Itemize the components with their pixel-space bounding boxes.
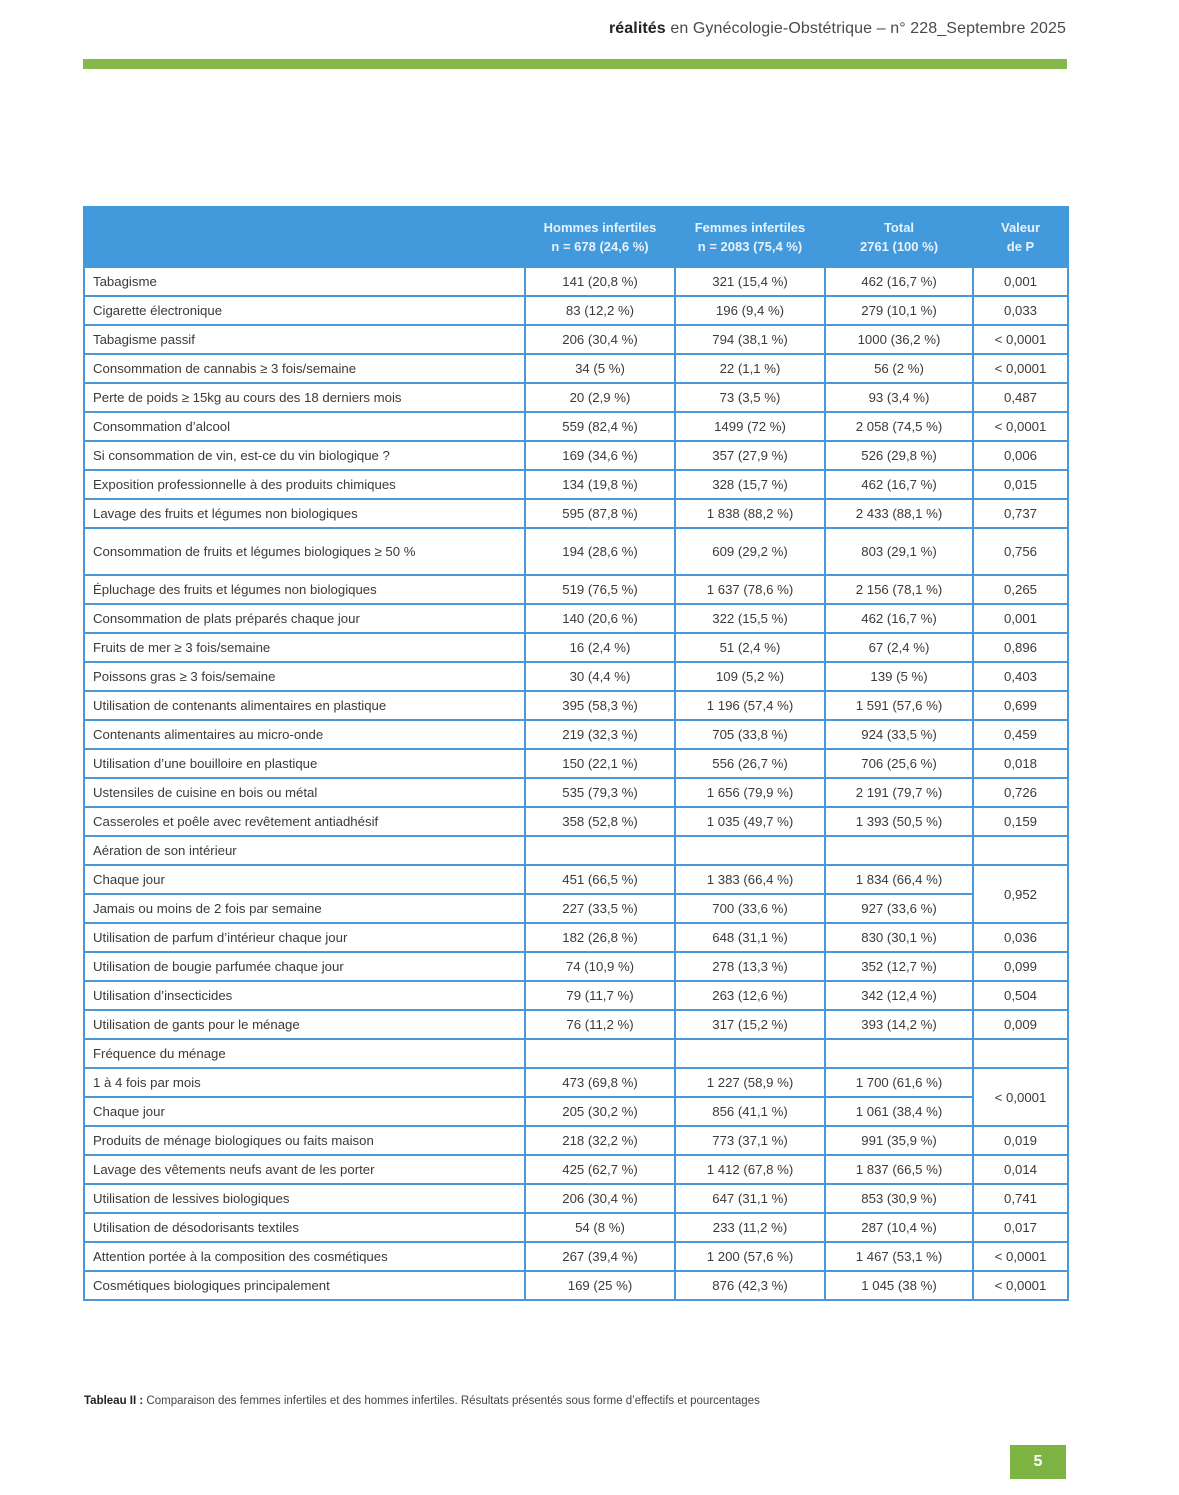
cell-femmes: 773 (37,1 %): [675, 1126, 825, 1155]
cell-p-value: 0,265: [973, 575, 1068, 604]
cell-p-value: 0,737: [973, 499, 1068, 528]
table-row: [84, 1242, 1068, 1271]
table-row: [84, 1271, 1068, 1300]
cell-p-value: 0,741: [973, 1184, 1068, 1213]
cell-total: 462 (16,7 %): [825, 470, 973, 499]
cell-femmes: 609 (29,2 %): [675, 528, 825, 575]
row-label: Consommation d’alcool: [84, 412, 525, 441]
row-label: Fréquence du ménage: [84, 1039, 525, 1068]
cell-femmes: 233 (11,2 %): [675, 1213, 825, 1242]
cell-femmes: 1 637 (78,6 %): [675, 575, 825, 604]
row-label: Si consommation de vin, est-ce du vin biologique ?: [84, 441, 525, 470]
cell-p-value: 0,726: [973, 778, 1068, 807]
cell-hommes: 206 (30,4 %): [525, 1184, 675, 1213]
table-row: [84, 412, 1068, 441]
cell-hommes: 535 (79,3 %): [525, 778, 675, 807]
cell-femmes: [675, 1039, 825, 1068]
cell-total: 56 (2 %): [825, 354, 973, 383]
cell-p-value: 0,014: [973, 1155, 1068, 1184]
cell-hommes: 205 (30,2 %): [525, 1097, 675, 1126]
cell-total: 2 191 (79,7 %): [825, 778, 973, 807]
row-label: Perte de poids ≥ 15kg au cours des 18 derniers mois: [84, 383, 525, 412]
cell-femmes: 705 (33,8 %): [675, 720, 825, 749]
cell-total: 2 156 (78,1 %): [825, 575, 973, 604]
journal-header: [609, 20, 1066, 38]
cell-femmes: [675, 836, 825, 865]
cell-hommes: 150 (22,1 %): [525, 749, 675, 778]
table-row: [84, 691, 1068, 720]
cell-p-value: 0,504: [973, 981, 1068, 1010]
cell-femmes: 263 (12,6 %): [675, 981, 825, 1010]
row-label: Exposition professionnelle à des produits chimiques: [84, 470, 525, 499]
cell-p-value: 0,017: [973, 1213, 1068, 1242]
table-row: [84, 441, 1068, 470]
cell-total: 287 (10,4 %): [825, 1213, 973, 1242]
cell-hommes: 74 (10,9 %): [525, 952, 675, 981]
cell-femmes: 856 (41,1 %): [675, 1097, 825, 1126]
row-label: Attention portée à la composition des cosmétiques: [84, 1242, 525, 1271]
row-label: Utilisation d’insecticides: [84, 981, 525, 1010]
cell-total: 279 (10,1 %): [825, 296, 973, 325]
journal-issue: en Gynécologie-Obstétrique – n° 228_Septembre 2025: [670, 20, 1066, 37]
row-label: Utilisation de désodorisants textiles: [84, 1213, 525, 1242]
table-row: [84, 1068, 1068, 1097]
cell-p-value: 0,036: [973, 923, 1068, 952]
cell-femmes: 647 (31,1 %): [675, 1184, 825, 1213]
table-row: [84, 778, 1068, 807]
row-label: Lavage des fruits et légumes non biologiques: [84, 499, 525, 528]
cell-total: 393 (14,2 %): [825, 1010, 973, 1039]
table-header-row: [84, 207, 1068, 267]
cell-femmes: 556 (26,7 %): [675, 749, 825, 778]
table-row: [84, 720, 1068, 749]
row-label: Jamais ou moins de 2 fois par semaine: [84, 894, 525, 923]
cell-hommes: 20 (2,9 %): [525, 383, 675, 412]
table-row: [84, 1097, 1068, 1126]
cell-hommes: 169 (34,6 %): [525, 441, 675, 470]
table-row: [84, 354, 1068, 383]
table-row: [84, 1155, 1068, 1184]
cell-femmes: 794 (38,1 %): [675, 325, 825, 354]
cell-total: 1 393 (50,5 %): [825, 807, 973, 836]
cell-hommes: 473 (69,8 %): [525, 1068, 675, 1097]
cell-total: 342 (12,4 %): [825, 981, 973, 1010]
cell-hommes: 76 (11,2 %): [525, 1010, 675, 1039]
cell-p-value: < 0,0001: [973, 325, 1068, 354]
cell-p-value: 0,018: [973, 749, 1068, 778]
table-row: [84, 1213, 1068, 1242]
row-label: Fruits de mer ≥ 3 fois/semaine: [84, 633, 525, 662]
cell-femmes: 1 656 (79,9 %): [675, 778, 825, 807]
cell-total: 462 (16,7 %): [825, 267, 973, 296]
cell-femmes: 321 (15,4 %): [675, 267, 825, 296]
table-row: [84, 1039, 1068, 1068]
cell-total: 93 (3,4 %): [825, 383, 973, 412]
row-label: Tabagisme: [84, 267, 525, 296]
cell-femmes: 876 (42,3 %): [675, 1271, 825, 1300]
cell-total: 830 (30,1 %): [825, 923, 973, 952]
cell-total: 803 (29,1 %): [825, 528, 973, 575]
row-label: Cigarette électronique: [84, 296, 525, 325]
row-label: 1 à 4 fois par mois: [84, 1068, 525, 1097]
comparison-table: [83, 206, 1069, 1301]
cell-femmes: 1 200 (57,6 %): [675, 1242, 825, 1271]
cell-total: 1 061 (38,4 %): [825, 1097, 973, 1126]
cell-femmes: 648 (31,1 %): [675, 923, 825, 952]
cell-femmes: 196 (9,4 %): [675, 296, 825, 325]
caption-text: Comparaison des femmes infertiles et des hommes infertiles. Résultats présentés sous forme d’effectifs et pourcentages: [143, 1395, 760, 1407]
cell-total: 462 (16,7 %): [825, 604, 973, 633]
cell-p-value: 0,487: [973, 383, 1068, 412]
cell-p-value: 0,033: [973, 296, 1068, 325]
cell-p-value: < 0,0001: [973, 412, 1068, 441]
cell-hommes: 83 (12,2 %): [525, 296, 675, 325]
table-row: [84, 981, 1068, 1010]
header-cell-femmes: Femmes infertiles n = 2083 (75,4 %): [675, 207, 825, 267]
cell-total: 1 837 (66,5 %): [825, 1155, 973, 1184]
cell-femmes: 322 (15,5 %): [675, 604, 825, 633]
row-label: Contenants alimentaires au micro-onde: [84, 720, 525, 749]
row-label: Produits de ménage biologiques ou faits maison: [84, 1126, 525, 1155]
cell-p-value: 0,699: [973, 691, 1068, 720]
cell-p-value: 0,009: [973, 1010, 1068, 1039]
row-label: Poissons gras ≥ 3 fois/semaine: [84, 662, 525, 691]
cell-total: 1 467 (53,1 %): [825, 1242, 973, 1271]
table-body: [84, 267, 1068, 1300]
table-row: [84, 604, 1068, 633]
cell-p-value: < 0,0001: [973, 354, 1068, 383]
table-row: [84, 1126, 1068, 1155]
cell-hommes: 54 (8 %): [525, 1213, 675, 1242]
row-label: Utilisation de contenants alimentaires en plastique: [84, 691, 525, 720]
cell-hommes: 519 (76,5 %): [525, 575, 675, 604]
cell-hommes: 395 (58,3 %): [525, 691, 675, 720]
cell-hommes: 267 (39,4 %): [525, 1242, 675, 1271]
cell-hommes: 219 (32,3 %): [525, 720, 675, 749]
table-row: [84, 894, 1068, 923]
cell-hommes: 169 (25 %): [525, 1271, 675, 1300]
row-label: Utilisation de parfum d’intérieur chaque jour: [84, 923, 525, 952]
cell-hommes: 134 (19,8 %): [525, 470, 675, 499]
header-cell-hommes: Hommes infertiles n = 678 (24,6 %): [525, 207, 675, 267]
cell-total: 1 834 (66,4 %): [825, 865, 973, 894]
row-label: Aération de son intérieur: [84, 836, 525, 865]
table-row: [84, 267, 1068, 296]
table-row: [84, 1184, 1068, 1213]
cell-p-value: [973, 836, 1068, 865]
cell-hommes: 451 (66,5 %): [525, 865, 675, 894]
cell-femmes: 328 (15,7 %): [675, 470, 825, 499]
cell-femmes: 317 (15,2 %): [675, 1010, 825, 1039]
cell-p-value: 0,159: [973, 807, 1068, 836]
cell-total: 924 (33,5 %): [825, 720, 973, 749]
cell-p-value: < 0,0001: [973, 1271, 1068, 1300]
cell-hommes: 358 (52,8 %): [525, 807, 675, 836]
cell-p-value: 0,403: [973, 662, 1068, 691]
cell-hommes: 194 (28,6 %): [525, 528, 675, 575]
row-label: Consommation de fruits et légumes biologiques ≥ 50 %: [84, 528, 525, 575]
row-label: Chaque jour: [84, 865, 525, 894]
table-row: [84, 325, 1068, 354]
header-divider: [83, 59, 1067, 69]
row-label: Ustensiles de cuisine en bois ou métal: [84, 778, 525, 807]
cell-hommes: [525, 1039, 675, 1068]
cell-femmes: 1 412 (67,8 %): [675, 1155, 825, 1184]
cell-hommes: 227 (33,5 %): [525, 894, 675, 923]
cell-total: 2 433 (88,1 %): [825, 499, 973, 528]
table-row: [84, 952, 1068, 981]
table-row: [84, 923, 1068, 952]
cell-femmes: 278 (13,3 %): [675, 952, 825, 981]
cell-hommes: 206 (30,4 %): [525, 325, 675, 354]
cell-p-value: 0,896: [973, 633, 1068, 662]
row-label: Cosmétiques biologiques principalement: [84, 1271, 525, 1300]
cell-femmes: 1 035 (49,7 %): [675, 807, 825, 836]
cell-total: 67 (2,4 %): [825, 633, 973, 662]
table-row: [84, 575, 1068, 604]
cell-total: 1 700 (61,6 %): [825, 1068, 973, 1097]
page-number: 5: [1010, 1445, 1066, 1479]
caption-label: Tableau II :: [84, 1395, 144, 1407]
table-row: [84, 470, 1068, 499]
table-row: [84, 633, 1068, 662]
cell-total: 1 591 (57,6 %): [825, 691, 973, 720]
table-row: [84, 865, 1068, 894]
cell-total: [825, 836, 973, 865]
cell-femmes: 1 227 (58,9 %): [675, 1068, 825, 1097]
cell-femmes: 1 838 (88,2 %): [675, 499, 825, 528]
cell-total: 352 (12,7 %): [825, 952, 973, 981]
cell-hommes: 425 (62,7 %): [525, 1155, 675, 1184]
row-label: Consommation de cannabis ≥ 3 fois/semaine: [84, 354, 525, 383]
cell-p-value: 0,001: [973, 267, 1068, 296]
cell-hommes: 595 (87,8 %): [525, 499, 675, 528]
cell-hommes: 218 (32,2 %): [525, 1126, 675, 1155]
cell-total: 139 (5 %): [825, 662, 973, 691]
cell-hommes: 79 (11,7 %): [525, 981, 675, 1010]
cell-p-value: 0,015: [973, 470, 1068, 499]
cell-femmes: 22 (1,1 %): [675, 354, 825, 383]
cell-hommes: 34 (5 %): [525, 354, 675, 383]
journal-brand: réalités: [608, 20, 666, 37]
cell-total: 2 058 (74,5 %): [825, 412, 973, 441]
cell-femmes: 1 196 (57,4 %): [675, 691, 825, 720]
table-row: [84, 749, 1068, 778]
cell-p-value: 0,006: [973, 441, 1068, 470]
cell-hommes: [525, 836, 675, 865]
row-label: Utilisation de bougie parfumée chaque jour: [84, 952, 525, 981]
table-row: [84, 836, 1068, 865]
cell-total: 991 (35,9 %): [825, 1126, 973, 1155]
cell-total: 526 (29,8 %): [825, 441, 973, 470]
cell-total: [825, 1039, 973, 1068]
cell-total: 1 045 (38 %): [825, 1271, 973, 1300]
cell-p-value: 0,756: [973, 528, 1068, 575]
cell-p-value: 0,001: [973, 604, 1068, 633]
header-cell-label: [84, 207, 525, 267]
cell-hommes: 182 (26,8 %): [525, 923, 675, 952]
table-row: [84, 296, 1068, 325]
cell-p-value: 0,952: [973, 865, 1068, 923]
row-label: Chaque jour: [84, 1097, 525, 1126]
table-row: [84, 383, 1068, 412]
table-row: [84, 1010, 1068, 1039]
cell-femmes: 357 (27,9 %): [675, 441, 825, 470]
cell-femmes: 700 (33,6 %): [675, 894, 825, 923]
row-label: Utilisation de gants pour le ménage: [84, 1010, 525, 1039]
cell-femmes: 1499 (72 %): [675, 412, 825, 441]
cell-hommes: 140 (20,6 %): [525, 604, 675, 633]
cell-hommes: 141 (20,8 %): [525, 267, 675, 296]
row-label: Lavage des vêtements neufs avant de les porter: [84, 1155, 525, 1184]
cell-total: 927 (33,6 %): [825, 894, 973, 923]
row-label: Utilisation d’une bouilloire en plastique: [84, 749, 525, 778]
table-row: [84, 807, 1068, 836]
cell-hommes: 16 (2,4 %): [525, 633, 675, 662]
table-row: [84, 528, 1068, 575]
cell-total: 853 (30,9 %): [825, 1184, 973, 1213]
cell-femmes: 51 (2,4 %): [675, 633, 825, 662]
cell-p-value: 0,459: [973, 720, 1068, 749]
table-row: [84, 662, 1068, 691]
header-cell-p-value: Valeur de P: [973, 207, 1068, 267]
table-caption: [84, 1395, 760, 1407]
cell-hommes: 559 (82,4 %): [525, 412, 675, 441]
row-label: Consommation de plats préparés chaque jour: [84, 604, 525, 633]
row-label: Épluchage des fruits et légumes non biologiques: [84, 575, 525, 604]
cell-hommes: 30 (4,4 %): [525, 662, 675, 691]
row-label: Casseroles et poêle avec revêtement antiadhésif: [84, 807, 525, 836]
cell-femmes: 73 (3,5 %): [675, 383, 825, 412]
row-label: Utilisation de lessives biologiques: [84, 1184, 525, 1213]
cell-p-value: < 0,0001: [973, 1068, 1068, 1126]
cell-femmes: 109 (5,2 %): [675, 662, 825, 691]
cell-p-value: < 0,0001: [973, 1242, 1068, 1271]
cell-p-value: 0,019: [973, 1126, 1068, 1155]
table-row: [84, 499, 1068, 528]
cell-total: 706 (25,6 %): [825, 749, 973, 778]
cell-p-value: 0,099: [973, 952, 1068, 981]
cell-p-value: [973, 1039, 1068, 1068]
cell-total: 1000 (36,2 %): [825, 325, 973, 354]
row-label: Tabagisme passif: [84, 325, 525, 354]
header-cell-total: Total 2761 (100 %): [825, 207, 973, 267]
cell-femmes: 1 383 (66,4 %): [675, 865, 825, 894]
